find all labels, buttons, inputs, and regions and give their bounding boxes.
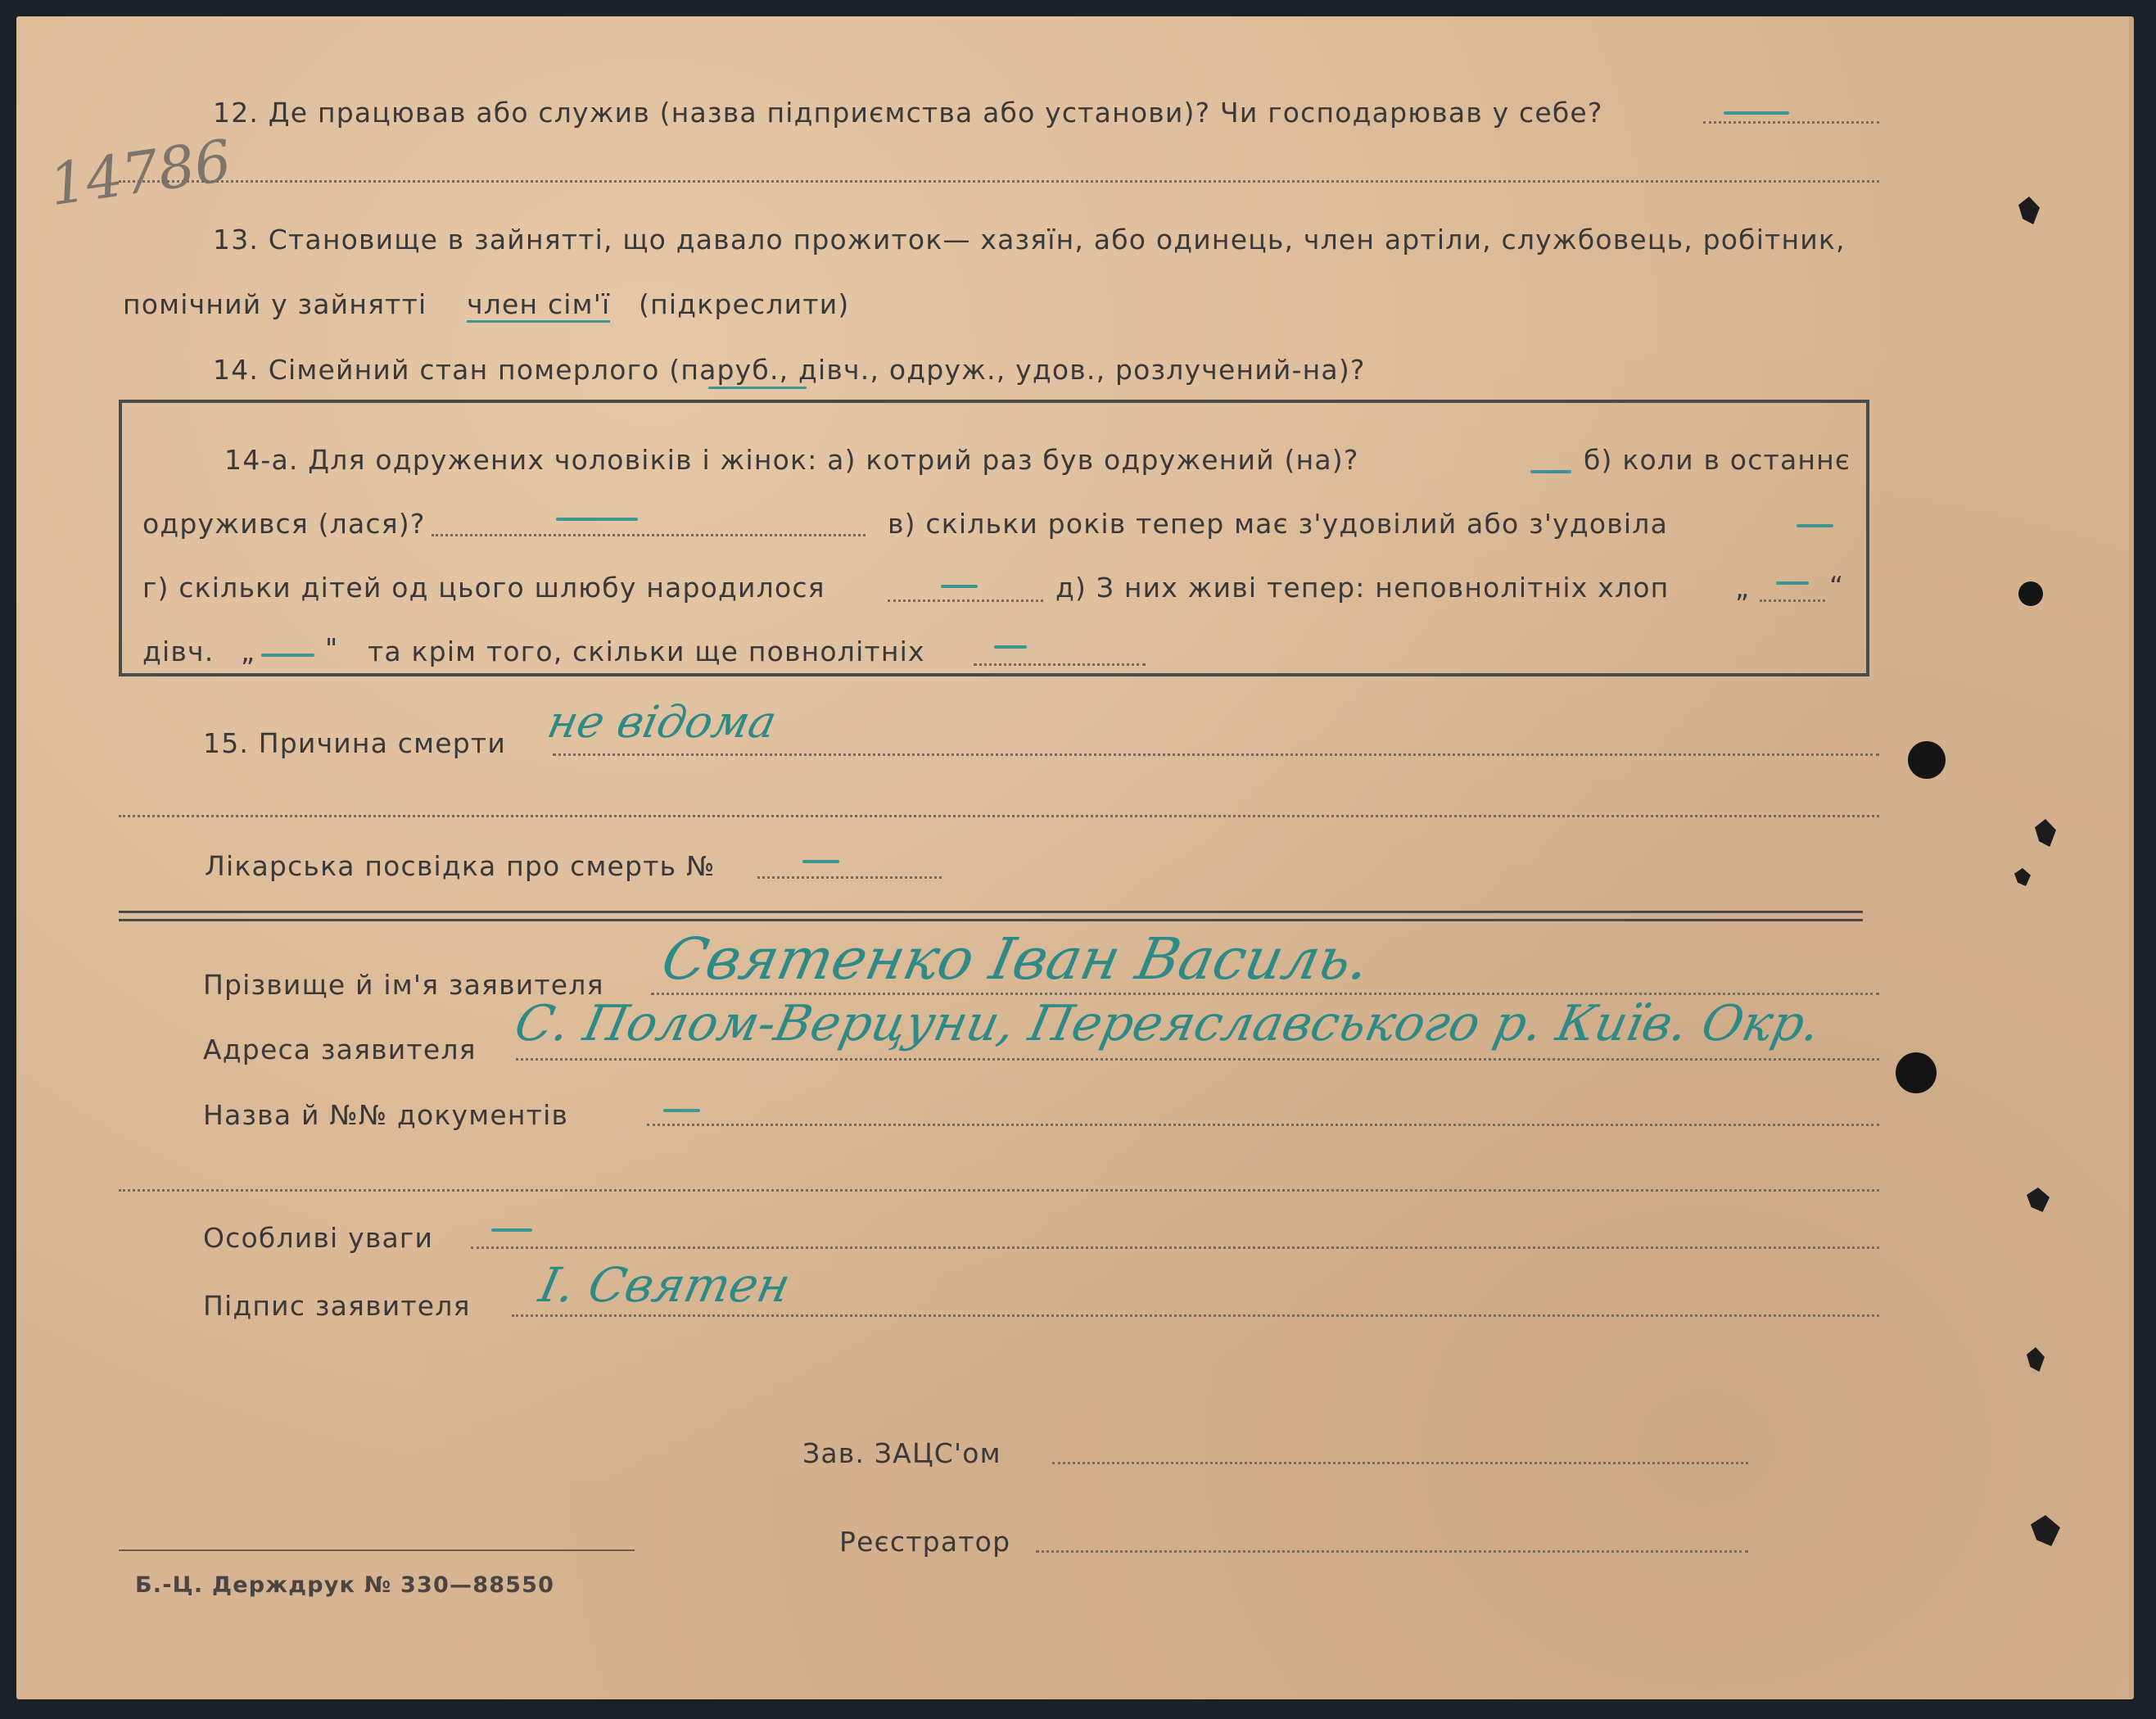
notes-label: Особливі уваги bbox=[203, 1222, 434, 1254]
q14a-line2a: одружився (лася)? bbox=[142, 508, 426, 540]
q15-answer: не відома bbox=[543, 696, 781, 748]
q13-line1: 13. Становище в зайнятті, що давало прожиток— хазяїн, або одинець, член артіли, службовець, робітник, bbox=[213, 224, 1846, 256]
binding-tear bbox=[2018, 197, 2040, 224]
binding-hole bbox=[1896, 1052, 1937, 1093]
q14a-answer-c bbox=[1797, 524, 1833, 527]
q14a-line4-close: " bbox=[325, 632, 339, 664]
q14a-answer-f bbox=[261, 654, 314, 657]
q14a-line4b: та крім того, скільки ще повнолітніх bbox=[368, 636, 925, 667]
applicant-address-value: С. Полом-Верцуни, Переяславського р. Київ. Окр. bbox=[509, 995, 1826, 1052]
q14-label: 14. Сімейний стан померлого (паруб., дівч., одруж., удов., розлучений-на)? bbox=[213, 354, 1366, 386]
q14a-answer-e-line bbox=[1760, 599, 1825, 602]
registrar-label: Реєстратор bbox=[839, 1526, 1011, 1558]
q15-label: 15. Причина смерти bbox=[203, 727, 506, 759]
zags-head-label: Зав. ЗАЦС'ом bbox=[802, 1437, 1001, 1469]
q14a-answer-g-line bbox=[974, 663, 1146, 666]
registrar-line bbox=[1036, 1550, 1748, 1553]
binding-tear bbox=[2031, 1515, 2060, 1546]
q12-answer-line bbox=[1703, 121, 1879, 124]
section-divider-bottom bbox=[119, 919, 1863, 921]
binding-tear bbox=[2035, 819, 2056, 847]
binding-tear bbox=[2027, 1347, 2045, 1372]
q12-answer-dash bbox=[1724, 111, 1789, 115]
q14a-answer-g bbox=[994, 645, 1027, 649]
q14a-line1b: б) коли в останнє bbox=[1584, 444, 1851, 476]
q14a-box bbox=[119, 400, 1869, 676]
q14-underline-mark bbox=[708, 387, 807, 389]
q14a-answer-e bbox=[1776, 581, 1809, 585]
q14a-answer-d-line bbox=[888, 599, 1043, 602]
q14a-answer-d bbox=[941, 585, 978, 588]
section-divider-top bbox=[119, 911, 1863, 913]
q12-label: 12. Де працював або служив (назва підприємства або установи)? Чи господарював у себе? bbox=[213, 97, 1603, 129]
q15-answer-line-2 bbox=[119, 815, 1879, 817]
q14a-line3a: г) скільки дітей од цього шлюбу народилося bbox=[142, 572, 825, 604]
q14a-line3b: д) З них живі тепер: неповнолітніх хлоп bbox=[1055, 572, 1670, 604]
applicant-address-label: Адреса заявителя bbox=[203, 1034, 477, 1065]
q14a-answer-b bbox=[556, 518, 638, 521]
q14a-line4a: дівч. bbox=[142, 636, 215, 667]
applicant-address-line bbox=[516, 1058, 1879, 1061]
q13-line2-suffix: (підкреслити) bbox=[639, 288, 850, 320]
applicant-signature: І. Святен bbox=[534, 1257, 796, 1313]
q13-line2-prefix: помічний у зайнятті bbox=[123, 288, 427, 320]
notes-dash bbox=[491, 1228, 532, 1232]
zags-head-line bbox=[1052, 1462, 1748, 1464]
applicant-name-value: Святенко Іван Василь. bbox=[656, 925, 1376, 993]
q14a-line3-open: „ bbox=[1735, 572, 1751, 604]
printer-imprint: Б.-Ц. Держдрук № 330—88550 bbox=[135, 1572, 555, 1598]
margin-note: 14786 bbox=[45, 126, 236, 219]
binding-tear bbox=[2027, 1187, 2050, 1212]
binding-hole bbox=[1908, 741, 1946, 779]
q13-underlined-option: член сім'ї bbox=[467, 288, 610, 323]
binding-tear bbox=[2014, 868, 2031, 886]
applicant-name-label: Прізвище й ім'я заявителя bbox=[203, 969, 604, 1001]
q14a-answer-a bbox=[1530, 470, 1571, 473]
documents-line bbox=[647, 1124, 1879, 1126]
registration-form-page bbox=[16, 16, 2134, 1699]
certificate-number-dash bbox=[802, 860, 839, 863]
certificate-number-line bbox=[757, 876, 942, 879]
documents-dash bbox=[663, 1109, 700, 1112]
notes-line bbox=[471, 1246, 1879, 1249]
documents-label: Назва й №№ документів bbox=[203, 1099, 569, 1131]
q12-answer-line-2 bbox=[119, 180, 1879, 183]
printer-imprint-rule bbox=[119, 1549, 635, 1551]
q14a-line1a: 14-а. Для одружених чоловіків і жінок: а) котрий раз був одружений (на)? bbox=[224, 444, 1359, 476]
q14a-answer-b-line bbox=[432, 534, 866, 536]
signature-line bbox=[512, 1314, 1879, 1317]
documents-line-2 bbox=[119, 1189, 1879, 1192]
q15-answer-line bbox=[553, 753, 1879, 756]
binding-hole bbox=[2018, 581, 2043, 606]
signature-label: Підпис заявителя bbox=[203, 1290, 471, 1322]
q14a-line3-close: “ bbox=[1829, 570, 1845, 602]
q14a-line2b: в) скільки років тепер має з'удовілий або з'удовіла bbox=[888, 508, 1668, 540]
certificate-label: Лікарська посвідка про смерть № bbox=[205, 850, 716, 882]
q14a-line4-open: „ bbox=[241, 636, 256, 667]
